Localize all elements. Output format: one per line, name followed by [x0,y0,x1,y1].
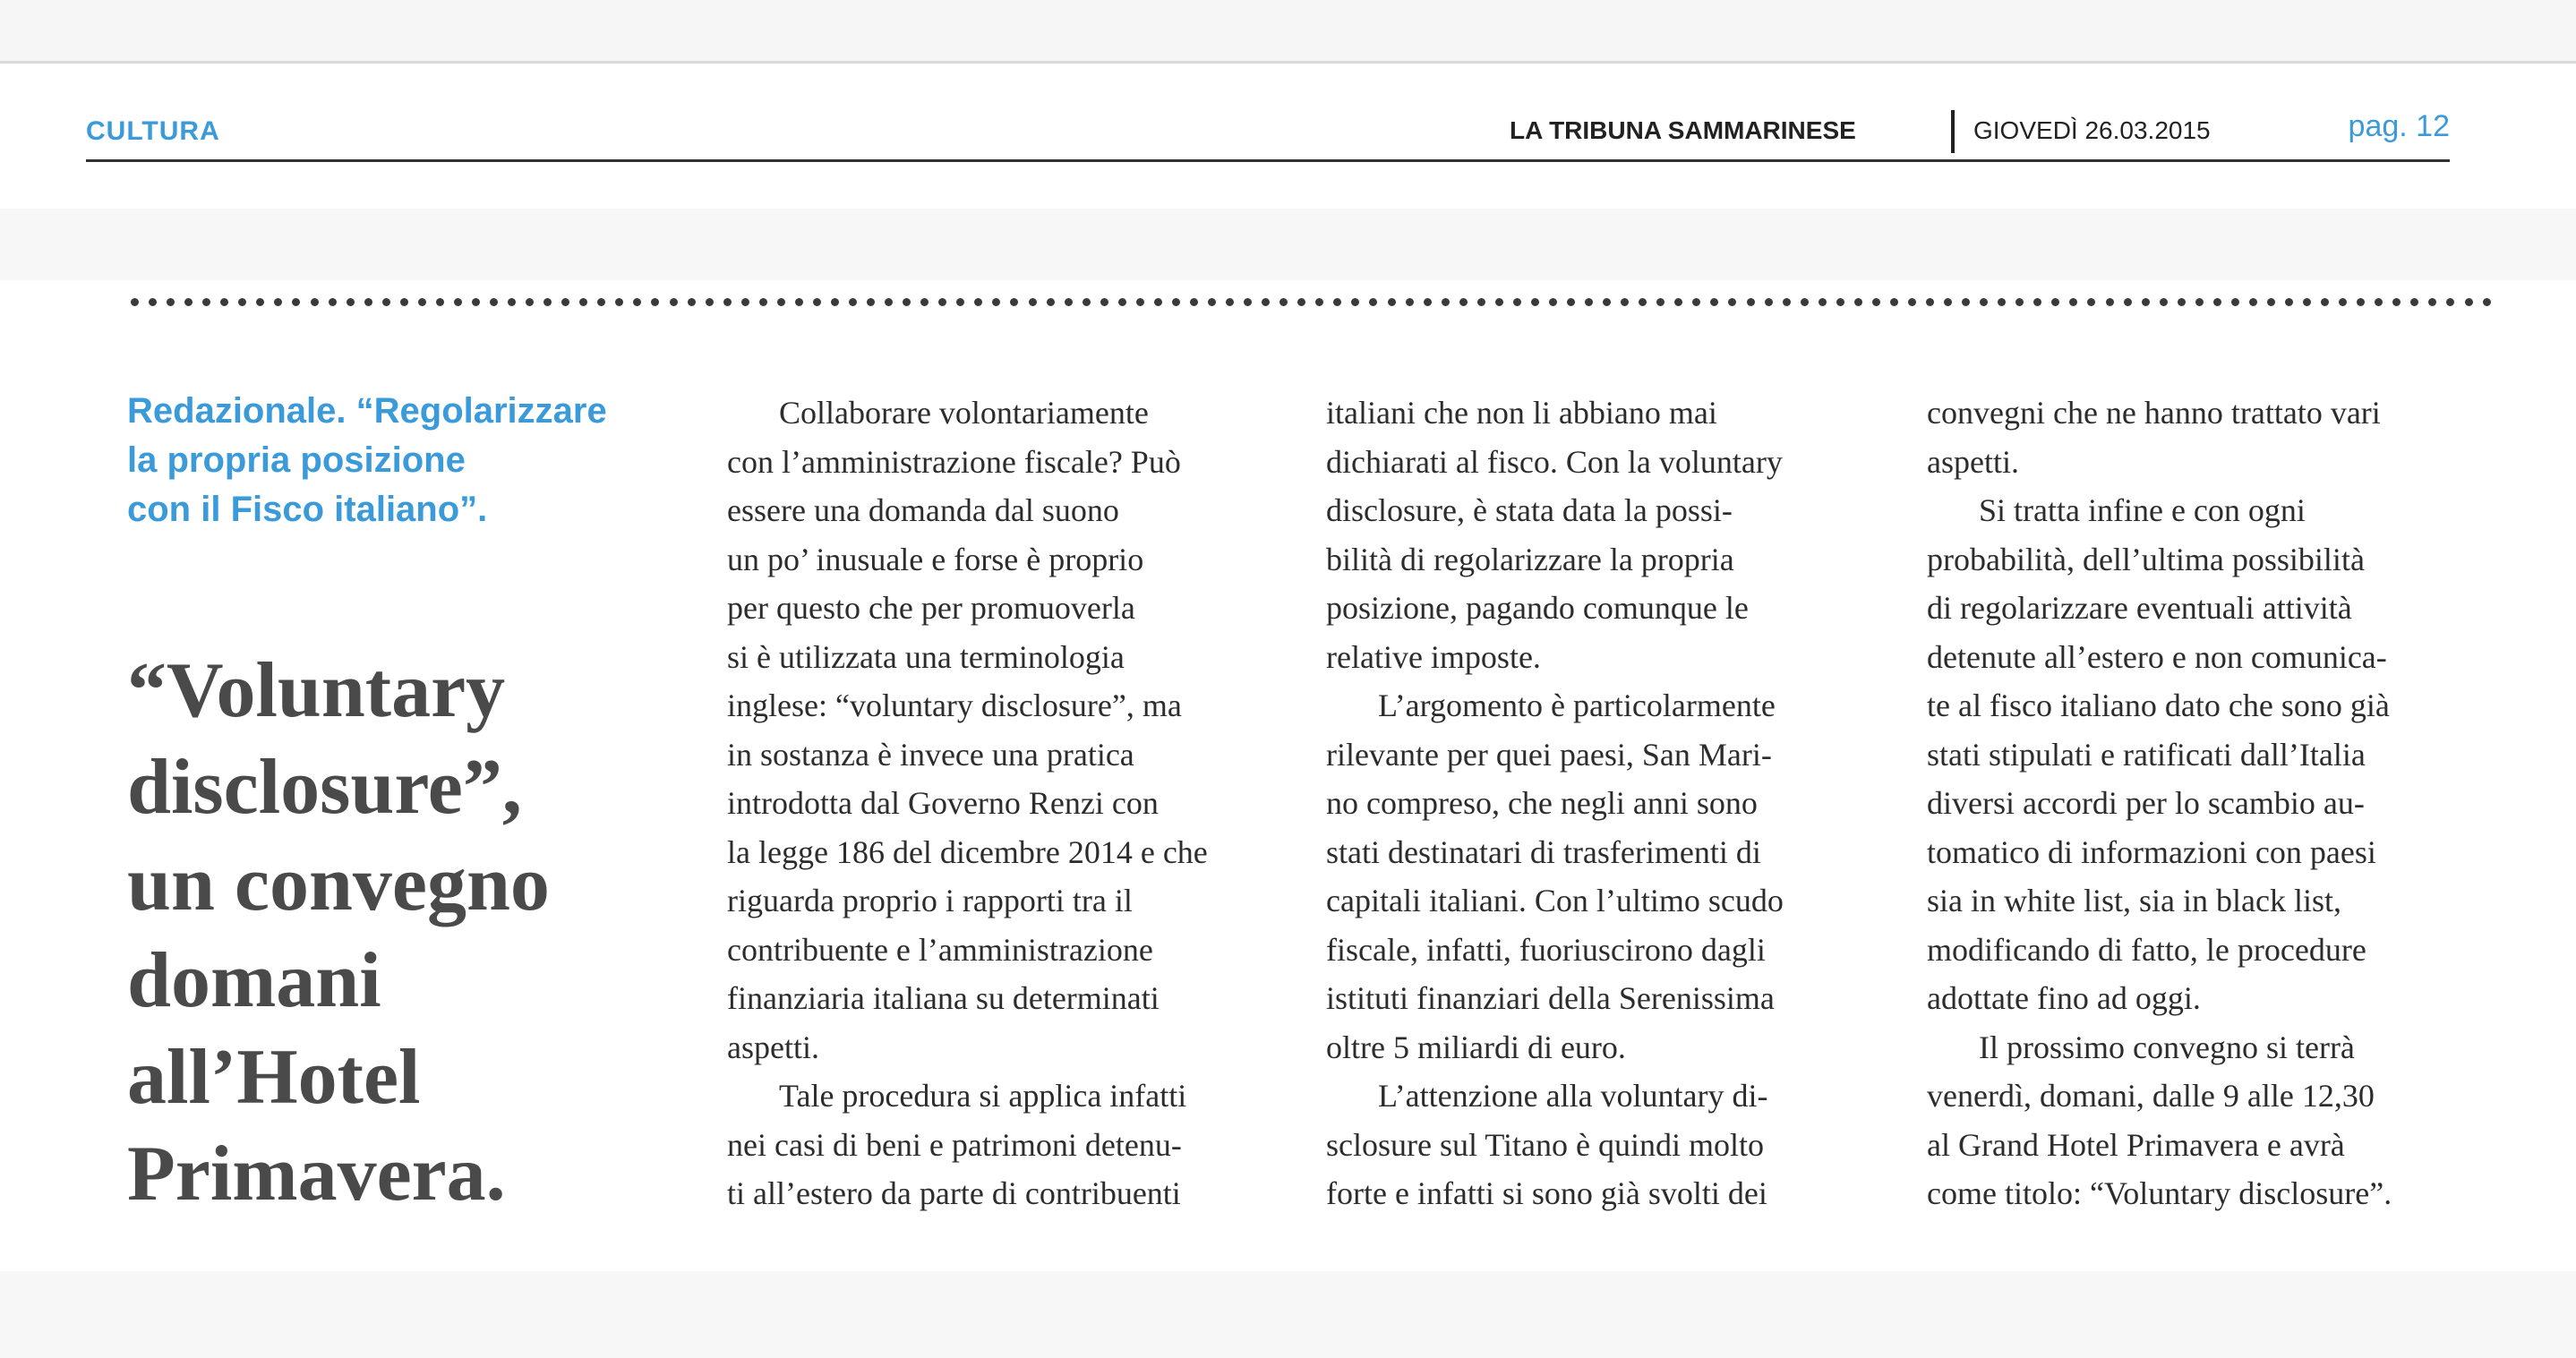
divider-dot [256,298,264,306]
divider-dot [1244,298,1252,306]
divider-dot [1297,298,1305,306]
article-column-2 [1326,389,1881,1218]
divider-dot [1442,298,1450,306]
scan-bottom-edge [0,1271,2576,1358]
page-number: pag. 12 [2348,109,2450,143]
body-text-line: te al fisco italiano dato che sono già [1927,688,2390,723]
body-text-line: sclosure sul Titano è quindi molto [1326,1126,1765,1163]
divider-dot [938,298,946,306]
divider-dot [597,298,605,306]
divider-dot [777,298,785,306]
divider-dot [1065,298,1073,306]
divider-dot [167,298,175,306]
kicker-line: la propria posizione [127,440,466,480]
divider-dot [1549,298,1557,306]
section-label: CULTURA [86,116,220,146]
divider-dot [813,298,821,306]
divider-dot [1315,298,1323,306]
divider-dot [2087,298,2095,306]
headline-line: “Voluntary [127,647,506,734]
divider-dot [1765,298,1773,306]
divider-dot [329,298,337,306]
divider-dot [992,298,1000,306]
divider-dot [382,298,390,306]
divider-dot [2051,298,2059,306]
divider-dot [2231,298,2239,306]
body-text-line: dichiarati al fisco. Con la voluntary [1326,443,1783,480]
body-text-line: Il prossimo convegno si terrà [1979,1029,2355,1065]
divider-dot [688,298,696,306]
divider-dot [1495,298,1503,306]
body-text-line: introdotta dal Governo Renzi con [727,785,1159,821]
divider-dot [1801,298,1809,306]
divider-dot [1226,298,1234,306]
body-text-line: nei casi di beni e patrimoni detenu- [727,1126,1182,1163]
divider-dot [184,298,193,306]
divider-dot [543,298,552,306]
divider-dot [741,298,749,306]
divider-dot [1100,298,1108,306]
headline-line: Primavera. [127,1131,506,1217]
divider-dot [1639,298,1647,306]
divider-dot [1136,298,1144,306]
body-text-line: italiani che non li abbiano mai [1326,395,1717,431]
divider-dot [1890,298,1898,306]
divider-dot [490,298,498,306]
divider-dot [292,298,300,306]
divider-dot [1208,298,1216,306]
divider-dot [2069,298,2077,306]
divider-dot [1783,298,1791,306]
divider-dot [202,298,210,306]
divider-dot [1029,298,1037,306]
divider-dot [561,298,569,306]
issue-date: GIOVEDÌ 26.03.2015 [1973,116,2211,144]
divider-dot [508,298,516,306]
divider-dot [2267,298,2275,306]
divider-dot [2106,298,2114,306]
divider-dot [974,298,982,306]
body-text-line: convegni che ne hanno trattato vari [1927,395,2381,431]
divider-dot [1190,298,1198,306]
divider-dot [364,298,372,306]
publication-name: LA TRIBUNA SAMMARINESE [1510,116,1856,144]
divider-dot [1854,298,1862,306]
body-text-line: L’argomento è particolarmente [1378,688,1776,723]
scan-top-edge [0,0,2576,64]
divider-dot [1656,298,1665,306]
divider-dot [1424,298,1432,306]
body-text-line: venerdì, domani, dalle 9 alle 12,30 [1927,1078,2375,1114]
divider-dot [2195,298,2204,306]
divider-dot [1333,298,1341,306]
divider-dot [849,298,857,306]
kicker-line: con il Fisco italiano”. [127,490,488,529]
body-text-line: Tale procedura si applica infatti [779,1078,1187,1114]
divider-dot [274,298,282,306]
divider-dot [1154,298,1162,306]
divider-dot [2124,298,2132,306]
divider-dot [436,298,444,306]
body-text-line: finanziaria italiana su determinati [727,980,1160,1016]
body-text-line: stati stipulati e ratificati dall’Italia [1927,736,2366,773]
body-text-line: fiscale, infatti, fuoriuscirono dagli [1326,931,1766,968]
divider-dot [1603,298,1611,306]
divider-dot [885,298,893,306]
body-text-line: no compreso, che negli anni sono [1326,785,1758,821]
divider-dot [759,298,767,306]
divider-dot [1388,298,1396,306]
divider-dot [1477,298,1485,306]
divider-dot [400,298,408,306]
divider-dot [2465,298,2473,306]
divider-dot [2033,298,2041,306]
divider-dot [1872,298,1880,306]
divider-dot [831,298,839,306]
header-separator [1951,110,1955,153]
divider-dot [1621,298,1629,306]
divider-dot [1262,298,1270,306]
divider-dot [1369,298,1377,306]
scan-band [0,209,2576,280]
divider-dot [472,298,480,306]
body-text-line: ti all’estero da parte di contribuenti [727,1175,1181,1211]
page-header [86,106,2450,159]
body-text-line: un po’ inusuale e forse è proprio [727,541,1144,577]
body-text-line: sia in white list, sia in black list, [1927,883,2341,918]
body-text-line: capitali italiani. Con l’ultimo scudo [1326,883,1784,918]
body-text-line: bilità di regolarizzare la propria [1326,541,1734,577]
divider-dot [2483,298,2491,306]
body-text-line: inglese: “voluntary disclosure”, ma [727,688,1182,723]
divider-dot [1010,298,1018,306]
divider-dot [2410,298,2418,306]
kicker-line: Redazionale. “Regolarizzare [127,391,607,431]
body-text-line: tomatico di informazioni con paesi [1927,833,2376,870]
body-text-line: si è utilizzata una terminologia [727,638,1125,675]
divider-dot [2392,298,2401,306]
divider-dot [2446,298,2454,306]
body-text-line: aspetti. [1927,443,2019,480]
divider-dot [454,298,462,306]
body-text-line: detenute all’estero e non comunica- [1927,638,2387,675]
article-headline [127,643,700,1223]
body-text-line: con l’amministrazione fiscale? Può [727,443,1181,480]
divider-dot [1531,298,1539,306]
body-text-line: disclosure, è stata data la possi- [1326,492,1733,528]
divider-dot [2178,298,2186,306]
body-text-line: essere una domanda dal suono [727,492,1119,528]
divider-dot [1172,298,1180,306]
divider-dot [526,298,534,306]
divider-dot [1083,298,1091,306]
divider-dot [1836,298,1844,306]
header-rule [86,159,2450,162]
divider-dot [956,298,964,306]
body-text-line: aspetti. [727,1029,819,1065]
divider-dot [615,298,623,306]
divider-dot [1513,298,1521,306]
divider-dot [347,298,355,306]
body-text-line: diversi accordi per lo scambio au- [1927,785,2365,821]
divider-dot [1459,298,1468,306]
body-text-line: la legge 186 del dicembre 2014 e che [727,833,1208,870]
divider-dot [579,298,587,306]
body-text-line: istituti finanziari della Serenissima [1326,980,1775,1016]
body-text-line: adottate fino ad oggi. [1927,980,2201,1016]
divider-dot [920,298,929,306]
divider-dot [2213,298,2221,306]
body-text-line: probabilità, dell’ultima possibilità [1927,541,2365,577]
body-text-line: posizione, pagando comunque le [1326,590,1749,626]
headline-line: disclosure”, [127,744,522,831]
divider-dot [220,298,228,306]
divider-dot [2303,298,2311,306]
body-text-line: contribuente e l’amministrazione [727,931,1153,968]
divider-dot [706,298,714,306]
divider-dot [1980,298,1988,306]
divider-dot [1728,298,1736,306]
divider-dot [1692,298,1700,306]
body-text-line: riguarda proprio i rapporti tra il [727,883,1133,918]
divider-dot [1279,298,1288,306]
divider-dot [1674,298,1682,306]
divider-dot [2249,298,2257,306]
body-text-line: al Grand Hotel Primavera e avrà [1927,1126,2345,1163]
divider-dot [238,298,246,306]
divider-dot [670,298,678,306]
body-text-line: forte e infatti si sono già svolti dei [1326,1175,1767,1211]
divider-dot [2375,298,2383,306]
body-text-line: come titolo: “Voluntary disclosure”. [1927,1175,2392,1211]
divider-dot [633,298,641,306]
divider-dot [1926,298,1934,306]
divider-dot [795,298,803,306]
article-column-3 [1927,389,2482,1218]
dotted-divider [131,298,2503,316]
divider-dot [149,298,157,306]
divider-dot [867,298,875,306]
divider-dot [1118,298,1126,306]
body-text-line: modificando di fatto, le procedure [1927,931,2366,968]
divider-dot [651,298,659,306]
divider-dot [903,298,911,306]
divider-dot [2339,298,2347,306]
divider-dot [311,298,319,306]
body-text-line: relative imposte. [1326,638,1541,675]
body-text-line: di regolarizzare eventuali attività [1927,590,2352,626]
divider-dot [1962,298,1970,306]
body-text-line: Si tratta infine e con ogni [1979,492,2306,528]
body-text-line: L’attenzione alla voluntary di- [1378,1078,1768,1114]
divider-dot [1747,298,1755,306]
divider-dot [2357,298,2365,306]
headline-line: domani [127,937,381,1024]
divider-dot [1406,298,1414,306]
divider-dot [2142,298,2150,306]
headline-line: un convegno [127,841,550,927]
divider-dot [1819,298,1827,306]
divider-dot [131,298,139,306]
body-text-line: oltre 5 miliardi di euro. [1326,1029,1626,1065]
body-text-line: stati destinatari di trasferimenti di [1326,833,1761,870]
divider-dot [1710,298,1718,306]
divider-dot [2428,298,2436,306]
divider-dot [1944,298,1952,306]
body-text-line: in sostanza è invece una pratica [727,736,1134,773]
divider-dot [2015,298,2024,306]
article-kicker [127,387,664,534]
divider-dot [1351,298,1359,306]
divider-dot [2285,298,2293,306]
divider-dot [723,298,732,306]
divider-dot [1567,298,1575,306]
divider-dot [418,298,426,306]
body-text-line: per questo che per promuoverla [727,590,1135,626]
divider-dot [2321,298,2329,306]
body-text-line: Collaborare volontariamente [779,395,1149,431]
body-text-line: rilevante per quei paesi, San Mari- [1326,736,1772,773]
divider-dot [1585,298,1593,306]
article-column-1 [727,389,1282,1218]
divider-dot [1047,298,1055,306]
divider-dot [1908,298,1916,306]
divider-dot [1998,298,2006,306]
headline-line: all’Hotel [127,1034,421,1121]
divider-dot [2160,298,2168,306]
